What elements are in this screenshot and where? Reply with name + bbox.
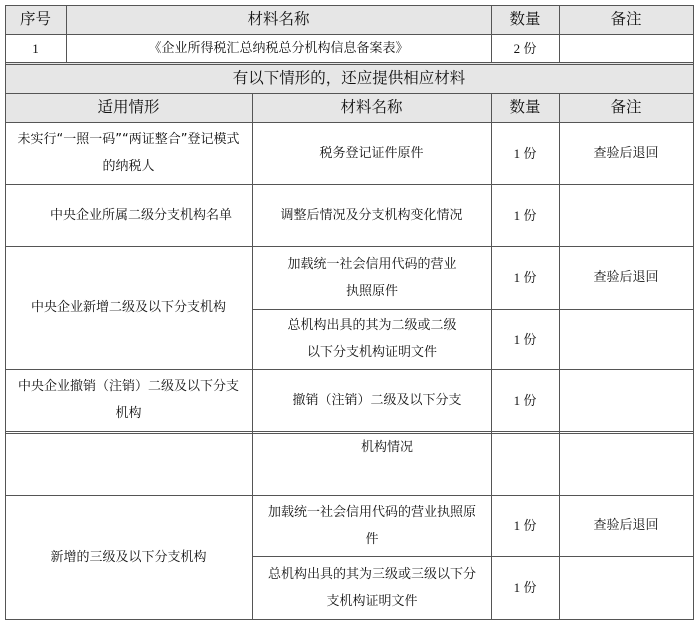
t1-row-qty: 2 份 — [513, 40, 537, 56]
t2-row8-material: 总机构出具的其为三级或三级以下分支机构证明文件 — [267, 566, 476, 609]
t2-header-case: 适用情形 — [97, 98, 160, 116]
t2-header-qty: 数量 — [509, 98, 541, 116]
t2-row6-case — [5, 433, 252, 495]
t2-row3-material: 加载统一社会信用代码的营业执照原件 — [287, 256, 457, 299]
t1-row-remark — [559, 34, 693, 62]
t2-row3-remark: 查验后退回 — [593, 270, 659, 285]
t2-row1-material: 税务登记证件原件 — [319, 145, 424, 161]
t2-row2-remark — [559, 184, 693, 246]
t2-row2-qty: 1 份 — [513, 207, 537, 223]
t2-row7-case: 新增的三级及以下分支机构 — [50, 549, 207, 565]
t2-row7-qty: 1 份 — [513, 518, 537, 533]
t2-row7-remark: 查验后退回 — [593, 518, 659, 533]
t1-header-qty: 数量 — [509, 10, 541, 28]
t2-row4-qty: 1 份 — [513, 331, 537, 347]
t2-row3-case: 中央企业新增二级及以下分支机构 — [30, 300, 226, 315]
t1-header-material: 材料名称 — [247, 10, 310, 28]
t2-row5-qty: 1 份 — [513, 392, 537, 408]
t2-row1-case: 未实行“一照一码”“两证整合”登记模式的纳税人 — [17, 132, 240, 174]
t2-row1-qty: 1 份 — [513, 145, 537, 161]
t2-row1-remark: 查验后退回 — [593, 145, 659, 161]
t1-header-index: 序号 — [19, 10, 51, 28]
t2-row6-remark — [559, 433, 693, 495]
t2-row3-qty: 1 份 — [513, 270, 537, 285]
t2-row6-material: 机构情况 — [360, 439, 413, 455]
t2-row8-qty: 1 份 — [513, 580, 537, 595]
t2-row4-remark — [559, 309, 693, 369]
t2-row7-material: 加载统一社会信用代码的营业执照原件 — [267, 504, 476, 547]
t2-header-material: 材料名称 — [340, 98, 403, 116]
t2-header-remark: 备注 — [610, 98, 642, 116]
t2-row5-material: 撤销（注销）二级及以下分支 — [292, 392, 462, 408]
t1-header-remark: 备注 — [610, 10, 642, 28]
t2-row2-material: 调整后情况及分支机构变化情况 — [280, 207, 463, 223]
t2-row6-qty — [491, 433, 559, 495]
t2-row4-material: 总机构出具的其为二级或二级以下分支机构证明文件 — [287, 318, 457, 360]
t2-row2-case: 中央企业所属二级分支机构名单 — [49, 207, 232, 223]
t1-row-material: 《企业所得税汇总纳税总分机构信息备案表》 — [148, 40, 409, 56]
t1-row-index: 1 — [32, 40, 39, 56]
section-title: 有以下情形的，还应提供相应材料 — [232, 69, 466, 87]
t2-row5-case: 中央企业撤销（注销）二级及以下分支机构 — [17, 379, 239, 421]
t2-row5-remark — [559, 369, 693, 431]
t2-row8-remark — [559, 556, 693, 619]
